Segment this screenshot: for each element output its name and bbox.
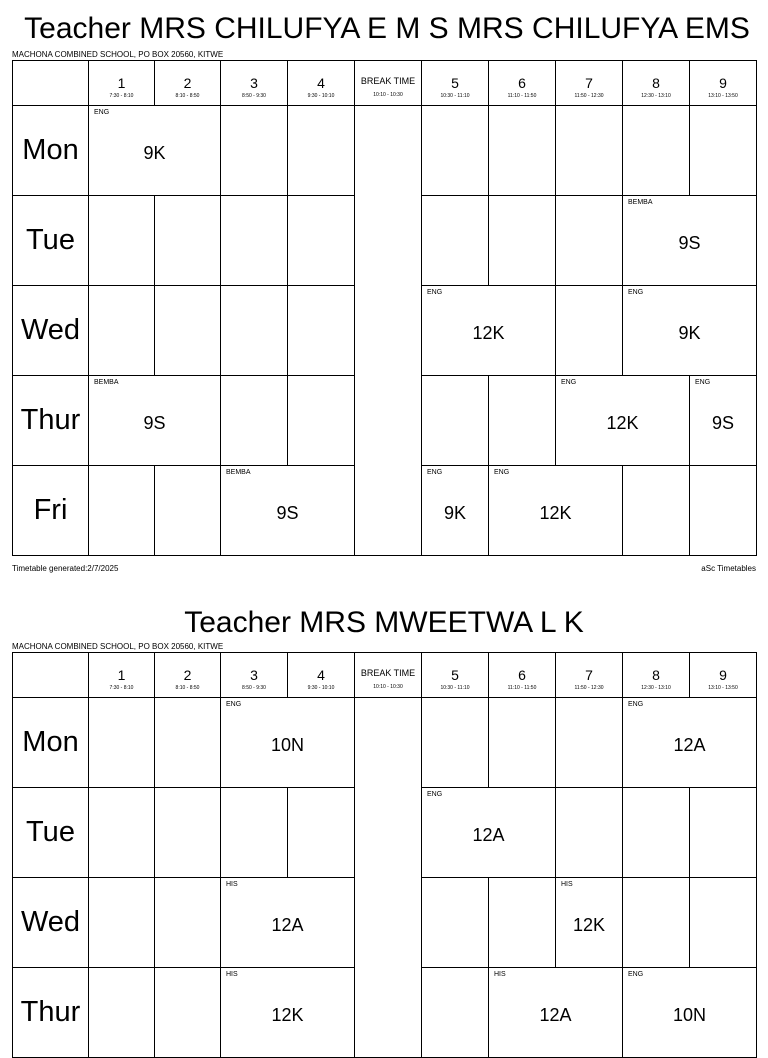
lesson-cell [221, 968, 355, 1058]
header-row [13, 653, 757, 698]
period-number: 1 [117, 667, 126, 683]
subject-label: HIS [561, 881, 573, 888]
lesson-cell [690, 376, 757, 466]
period-header [690, 61, 757, 106]
period-number: 5 [451, 75, 459, 91]
empty-cell [623, 788, 690, 878]
lesson-cell [422, 286, 556, 376]
empty-cell [155, 878, 221, 968]
lesson-cell [89, 376, 221, 466]
day-label: Thur [13, 376, 89, 466]
period-time: 11:10 - 11:50 [507, 685, 537, 691]
subject-label: ENG [427, 791, 443, 798]
subject-label: ENG [94, 109, 110, 116]
empty-cell [155, 698, 221, 788]
period-time: 11:50 - 12:30 [574, 93, 604, 99]
timetable-grid [12, 60, 757, 556]
timetable-title: Teacher MRS MWEETWA L K [184, 606, 584, 639]
empty-cell [489, 196, 556, 286]
period-time: 10:30 - 11:10 [440, 93, 470, 99]
class-label: 9S [678, 232, 701, 253]
subject-label: ENG [561, 379, 577, 386]
period-time: 8:10 - 8:50 [175, 93, 200, 99]
break-time: 10:10 - 10:30 [373, 92, 403, 98]
lesson-cell [221, 466, 355, 556]
empty-cell [422, 106, 489, 196]
empty-cell [422, 196, 489, 286]
break-header [355, 653, 422, 698]
subject-label: BEMBA [628, 199, 653, 206]
subject-label: HIS [494, 971, 506, 978]
empty-cell [690, 878, 757, 968]
period-number: 4 [317, 75, 325, 91]
empty-cell [422, 698, 489, 788]
day-label: Mon [13, 106, 89, 196]
period-time: 13:10 - 13:50 [708, 685, 738, 691]
period-time: 11:50 - 12:30 [574, 685, 604, 691]
empty-cell [556, 196, 623, 286]
period-number: 6 [518, 75, 526, 91]
period-header [623, 61, 690, 106]
empty-cell [89, 286, 155, 376]
class-label: 10N [672, 1004, 707, 1025]
period-time: 9:30 - 10:10 [307, 685, 335, 691]
empty-cell [288, 196, 355, 286]
school-name: MACHONA COMBINED SCHOOL, PO BOX 20560, KITWE [12, 642, 224, 651]
period-header [221, 653, 288, 698]
timetable-grid [12, 652, 757, 1058]
empty-cell [422, 968, 489, 1058]
period-time: 8:10 - 8:50 [175, 685, 200, 691]
period-header [89, 653, 155, 698]
period-time: 8:50 - 9:30 [242, 93, 266, 99]
period-header [422, 653, 489, 698]
period-number: 8 [652, 667, 660, 683]
subject-label: HIS [226, 881, 238, 888]
period-header [556, 653, 623, 698]
period-header [288, 61, 355, 106]
day-label: Tue [13, 788, 89, 878]
period-header [221, 61, 288, 106]
class-label: 12A [539, 1004, 572, 1025]
period-number: 3 [250, 75, 258, 91]
brand-label: aSc Timetables [701, 564, 756, 573]
empty-cell [155, 466, 221, 556]
subject-label: ENG [494, 469, 510, 476]
lesson-cell [422, 466, 489, 556]
period-number: 6 [518, 667, 526, 683]
empty-cell [89, 466, 155, 556]
empty-cell [556, 286, 623, 376]
class-label: 12K [539, 502, 572, 523]
empty-cell [556, 698, 623, 788]
period-time: 12:30 - 13:10 [641, 685, 671, 691]
empty-cell [89, 196, 155, 286]
empty-cell [623, 466, 690, 556]
period-number: 3 [250, 667, 258, 683]
subject-label: ENG [427, 289, 443, 296]
empty-cell [690, 466, 757, 556]
class-label: 12A [271, 914, 304, 935]
empty-cell [489, 376, 556, 466]
break-column [355, 698, 422, 1058]
break-time: 10:10 - 10:30 [373, 684, 403, 690]
period-time: 11:10 - 11:50 [507, 93, 537, 99]
generated-date: Timetable generated:2/7/2025 [12, 564, 119, 573]
empty-cell [288, 286, 355, 376]
empty-cell [623, 878, 690, 968]
empty-cell [89, 968, 155, 1058]
lesson-cell [556, 878, 623, 968]
subject-label: ENG [628, 289, 644, 296]
empty-cell [155, 196, 221, 286]
lesson-cell [221, 878, 355, 968]
lesson-cell [623, 286, 757, 376]
corner-cell [13, 61, 89, 106]
period-number: 7 [585, 667, 593, 683]
lesson-cell [623, 698, 757, 788]
period-time: 7:30 - 8:10 [109, 93, 134, 99]
empty-cell [155, 968, 221, 1058]
empty-cell [556, 788, 623, 878]
corner-cell [13, 653, 89, 698]
lesson-cell [556, 376, 690, 466]
day-label: Thur [13, 968, 89, 1058]
class-label: 9S [143, 412, 166, 433]
lesson-cell [623, 196, 757, 286]
period-number: 7 [585, 75, 593, 91]
subject-label: ENG [226, 701, 242, 708]
empty-cell [221, 106, 288, 196]
subject-label: ENG [628, 971, 644, 978]
period-number: 9 [719, 75, 727, 91]
empty-cell [89, 788, 155, 878]
class-label: 12K [472, 322, 505, 343]
class-label: 12K [572, 914, 606, 935]
class-label: 9K [678, 322, 701, 343]
day-label: Fri [13, 466, 89, 556]
day-label: Mon [13, 698, 89, 788]
empty-cell [556, 106, 623, 196]
break-label: BREAK TIME [360, 76, 416, 86]
period-time: 9:30 - 10:10 [307, 93, 335, 99]
header-row [13, 61, 757, 106]
day-row [13, 698, 757, 788]
empty-cell [690, 106, 757, 196]
period-time: 13:10 - 13:50 [708, 93, 738, 99]
empty-cell [422, 376, 489, 466]
subject-label: HIS [226, 971, 238, 978]
subject-label: ENG [695, 379, 711, 386]
empty-cell [221, 286, 288, 376]
lesson-cell [422, 788, 556, 878]
class-label: 9S [276, 502, 299, 523]
empty-cell [489, 878, 556, 968]
period-header [89, 61, 155, 106]
period-header [489, 653, 556, 698]
period-header [155, 653, 221, 698]
empty-cell [89, 698, 155, 788]
lesson-cell [489, 968, 623, 1058]
day-label: Tue [13, 196, 89, 286]
empty-cell [422, 878, 489, 968]
subject-label: ENG [628, 701, 644, 708]
lesson-cell [623, 968, 757, 1058]
period-header [422, 61, 489, 106]
break-label: BREAK TIME [360, 668, 416, 678]
period-header [288, 653, 355, 698]
day-row [13, 106, 757, 196]
class-label: 9K [143, 142, 166, 163]
empty-cell [155, 286, 221, 376]
class-label: 12K [271, 1004, 304, 1025]
subject-label: BEMBA [94, 379, 119, 386]
break-column [355, 106, 422, 556]
period-header [690, 653, 757, 698]
period-number: 8 [652, 75, 660, 91]
school-name: MACHONA COMBINED SCHOOL, PO BOX 20560, KITWE [12, 50, 224, 59]
period-number: 2 [183, 75, 192, 91]
empty-cell [489, 106, 556, 196]
day-label: Wed [13, 286, 89, 376]
timetable-title: Teacher MRS CHILUFYA E M S MRS CHILUFYA EMS [24, 12, 750, 45]
lesson-cell [221, 698, 355, 788]
period-time: 12:30 - 13:10 [641, 93, 671, 99]
period-header [556, 61, 623, 106]
lesson-cell [89, 106, 221, 196]
period-time: 7:30 - 8:10 [109, 685, 134, 691]
period-number: 4 [317, 667, 325, 683]
break-header [355, 61, 422, 106]
empty-cell [489, 698, 556, 788]
empty-cell [89, 878, 155, 968]
day-label: Wed [13, 878, 89, 968]
empty-cell [155, 788, 221, 878]
class-label: 9S [711, 412, 735, 433]
period-header [623, 653, 690, 698]
class-label: 12A [673, 734, 706, 755]
class-label: 12K [606, 412, 639, 433]
empty-cell [623, 106, 690, 196]
empty-cell [221, 196, 288, 286]
period-time: 8:50 - 9:30 [242, 685, 266, 691]
empty-cell [221, 376, 288, 466]
period-number: 1 [117, 75, 126, 91]
empty-cell [221, 788, 288, 878]
period-header [489, 61, 556, 106]
class-label: 10N [270, 734, 305, 755]
empty-cell [288, 788, 355, 878]
lesson-cell [489, 466, 623, 556]
period-number: 5 [451, 667, 459, 683]
subject-label: BEMBA [226, 469, 251, 476]
empty-cell [288, 376, 355, 466]
period-number: 9 [719, 667, 727, 683]
class-label: 12A [472, 824, 505, 845]
class-label: 9K [443, 502, 467, 523]
subject-label: ENG [427, 469, 443, 476]
period-time: 10:30 - 11:10 [440, 685, 470, 691]
empty-cell [690, 788, 757, 878]
empty-cell [288, 106, 355, 196]
period-header [155, 61, 221, 106]
period-number: 2 [183, 667, 192, 683]
